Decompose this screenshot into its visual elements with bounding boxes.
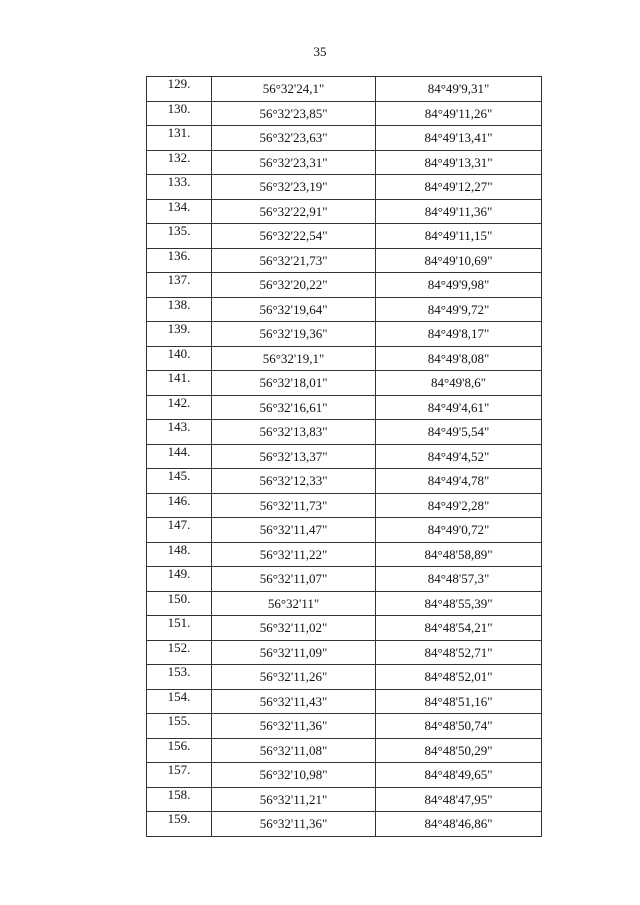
latitude-cell: 56°32'11,09" [212, 640, 376, 665]
table-row [147, 616, 542, 641]
latitude-cell: 56°32'23,63" [212, 126, 376, 151]
table-row [147, 812, 542, 837]
longitude-cell: 84°48'52,71" [376, 640, 542, 665]
latitude-cell: 56°32'11,47" [212, 518, 376, 543]
point-number-cell: 138. [147, 297, 212, 322]
longitude-cell: 84°48'57,3" [376, 567, 542, 592]
latitude-cell: 56°32'11" [212, 591, 376, 616]
table-row [147, 273, 542, 298]
point-number-cell: 136. [147, 248, 212, 273]
table-row [147, 175, 542, 200]
point-number-cell: 155. [147, 714, 212, 739]
latitude-cell: 56°32'19,36" [212, 322, 376, 347]
point-number-cell: 129. [147, 77, 212, 102]
point-number-cell: 150. [147, 591, 212, 616]
latitude-cell: 56°32'21,73" [212, 248, 376, 273]
table-row [147, 248, 542, 273]
latitude-cell: 56°32'11,26" [212, 665, 376, 690]
longitude-cell: 84°48'50,29" [376, 738, 542, 763]
longitude-cell: 84°48'58,89" [376, 542, 542, 567]
point-number-cell: 144. [147, 444, 212, 469]
longitude-cell: 84°49'0,72" [376, 518, 542, 543]
point-number-cell: 140. [147, 346, 212, 371]
point-number-cell: 159. [147, 812, 212, 837]
table-row [147, 714, 542, 739]
longitude-cell: 84°49'11,36" [376, 199, 542, 224]
table-row [147, 126, 542, 151]
table-row [147, 371, 542, 396]
longitude-cell: 84°49'8,17" [376, 322, 542, 347]
point-number-cell: 152. [147, 640, 212, 665]
point-number-cell: 154. [147, 689, 212, 714]
point-number-cell: 142. [147, 395, 212, 420]
table-row [147, 420, 542, 445]
latitude-cell: 56°32'10,98" [212, 763, 376, 788]
longitude-cell: 84°48'46,86" [376, 812, 542, 837]
table-row [147, 787, 542, 812]
longitude-cell: 84°49'4,61" [376, 395, 542, 420]
longitude-cell: 84°49'12,27" [376, 175, 542, 200]
longitude-cell: 84°48'50,74" [376, 714, 542, 739]
longitude-cell: 84°49'13,31" [376, 150, 542, 175]
point-number-cell: 149. [147, 567, 212, 592]
longitude-cell: 84°48'51,16" [376, 689, 542, 714]
longitude-cell: 84°49'9,72" [376, 297, 542, 322]
longitude-cell: 84°49'9,31" [376, 77, 542, 102]
latitude-cell: 56°32'12,33" [212, 469, 376, 494]
latitude-cell: 56°32'18,01" [212, 371, 376, 396]
table-row [147, 395, 542, 420]
latitude-cell: 56°32'11,73" [212, 493, 376, 518]
longitude-cell: 84°49'5,54" [376, 420, 542, 445]
table-row [147, 689, 542, 714]
latitude-cell: 56°32'11,21" [212, 787, 376, 812]
table-row [147, 567, 542, 592]
latitude-cell: 56°32'22,54" [212, 224, 376, 249]
longitude-cell: 84°49'11,15" [376, 224, 542, 249]
latitude-cell: 56°32'24,1" [212, 77, 376, 102]
longitude-cell: 84°49'8,08" [376, 346, 542, 371]
latitude-cell: 56°32'11,36" [212, 812, 376, 837]
latitude-cell: 56°32'23,85" [212, 101, 376, 126]
page-number: 35 [313, 44, 327, 59]
table-row [147, 665, 542, 690]
table-row [147, 199, 542, 224]
point-number-cell: 137. [147, 273, 212, 298]
point-number-cell: 132. [147, 150, 212, 175]
point-number-cell: 147. [147, 518, 212, 543]
table-row [147, 518, 542, 543]
table-row [147, 77, 542, 102]
latitude-cell: 56°32'22,91" [212, 199, 376, 224]
longitude-cell: 84°48'47,95" [376, 787, 542, 812]
latitude-cell: 56°32'13,83" [212, 420, 376, 445]
point-number-cell: 135. [147, 224, 212, 249]
longitude-cell: 84°49'13,41" [376, 126, 542, 151]
latitude-cell: 56°32'19,1" [212, 346, 376, 371]
table-row [147, 469, 542, 494]
longitude-cell: 84°49'10,69" [376, 248, 542, 273]
point-number-cell: 153. [147, 665, 212, 690]
latitude-cell: 56°32'20,22" [212, 273, 376, 298]
latitude-cell: 56°32'11,02" [212, 616, 376, 641]
table-row [147, 101, 542, 126]
longitude-cell: 84°49'9,98" [376, 273, 542, 298]
longitude-cell: 84°49'4,78" [376, 469, 542, 494]
longitude-cell: 84°48'49,65" [376, 763, 542, 788]
point-number-cell: 156. [147, 738, 212, 763]
longitude-cell: 84°48'55,39" [376, 591, 542, 616]
table-row [147, 297, 542, 322]
longitude-cell: 84°48'52,01" [376, 665, 542, 690]
point-number-cell: 133. [147, 175, 212, 200]
table-row [147, 322, 542, 347]
longitude-cell: 84°49'8,6" [376, 371, 542, 396]
point-number-cell: 145. [147, 469, 212, 494]
longitude-cell: 84°48'54,21" [376, 616, 542, 641]
latitude-cell: 56°32'19,64" [212, 297, 376, 322]
latitude-cell: 56°32'11,07" [212, 567, 376, 592]
latitude-cell: 56°32'11,36" [212, 714, 376, 739]
point-number-cell: 151. [147, 616, 212, 641]
point-number-cell: 143. [147, 420, 212, 445]
longitude-cell: 84°49'4,52" [376, 444, 542, 469]
point-number-cell: 134. [147, 199, 212, 224]
point-number-cell: 139. [147, 322, 212, 347]
longitude-cell: 84°49'11,26" [376, 101, 542, 126]
table-row [147, 224, 542, 249]
table-row [147, 346, 542, 371]
point-number-cell: 131. [147, 126, 212, 151]
latitude-cell: 56°32'11,08" [212, 738, 376, 763]
coordinates-table-body [147, 77, 542, 837]
table-row [147, 591, 542, 616]
table-row [147, 493, 542, 518]
latitude-cell: 56°32'13,37" [212, 444, 376, 469]
table-row [147, 763, 542, 788]
point-number-cell: 130. [147, 101, 212, 126]
table-row [147, 150, 542, 175]
latitude-cell: 56°32'23,31" [212, 150, 376, 175]
point-number-cell: 141. [147, 371, 212, 396]
point-number-cell: 148. [147, 542, 212, 567]
point-number-cell: 157. [147, 763, 212, 788]
table-row [147, 444, 542, 469]
table-row [147, 640, 542, 665]
latitude-cell: 56°32'11,22" [212, 542, 376, 567]
point-number-cell: 158. [147, 787, 212, 812]
table-row [147, 738, 542, 763]
longitude-cell: 84°49'2,28" [376, 493, 542, 518]
coordinates-table [146, 76, 542, 837]
latitude-cell: 56°32'23,19" [212, 175, 376, 200]
table-row [147, 542, 542, 567]
point-number-cell: 146. [147, 493, 212, 518]
latitude-cell: 56°32'16,61" [212, 395, 376, 420]
latitude-cell: 56°32'11,43" [212, 689, 376, 714]
